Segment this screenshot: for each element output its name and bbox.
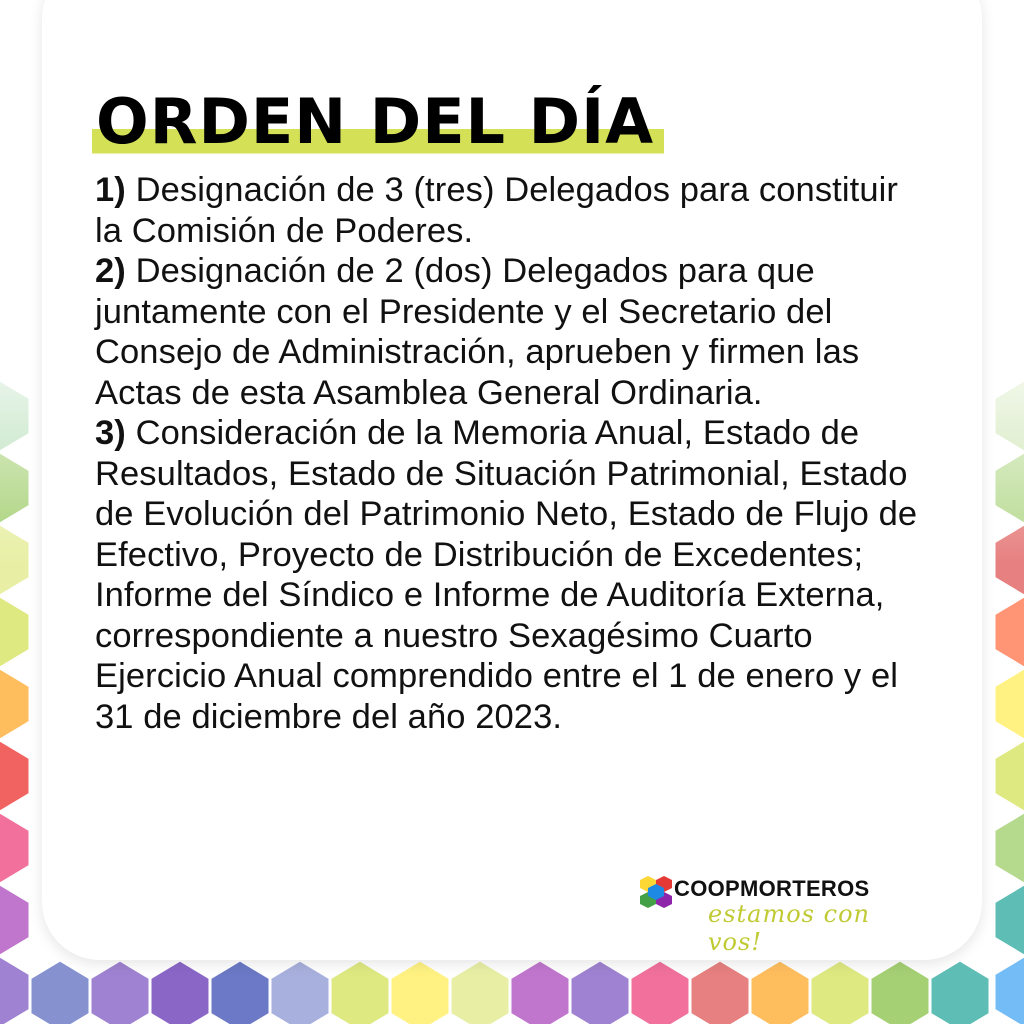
agenda-item-1 bbox=[95, 170, 925, 251]
agenda-item-text: Designación de 3 (tres) Delegados para constituir la Comisión de Poderes. bbox=[95, 171, 898, 250]
logo-hexagon-icon bbox=[640, 874, 672, 914]
agenda-item-number: 3) bbox=[95, 414, 126, 452]
title-highlight: ORDEN DEL DÍA bbox=[92, 85, 664, 158]
logo-brand-name: COOPMORTEROS bbox=[674, 876, 870, 901]
agenda-list bbox=[95, 170, 925, 737]
coopmorteros-logo bbox=[640, 872, 930, 956]
agenda-item-number: 2) bbox=[95, 252, 126, 290]
agenda-item-number: 1) bbox=[95, 171, 126, 209]
page-title bbox=[92, 78, 664, 166]
agenda-item-text: Designación de 2 (dos) Delegados para que juntamente con el Presidente y el Secretario del Consejo de Administración, aprueben y firmen las Actas de esta Asamblea General Ordinaria. bbox=[95, 252, 860, 412]
agenda-item-2 bbox=[95, 251, 925, 413]
logo-tagline: estamos con vos! bbox=[708, 900, 870, 956]
agenda-item-3 bbox=[95, 413, 925, 737]
agenda-item-text: Consideración de la Memoria Anual, Estado de Resultados, Estado de Situación Patrimonial, Estado de Evolución del Patrimonio Neto, Estado de Flujo de Efectivo, Proyecto de Distribución de Excedentes; Informe del Síndico e Informe de Auditoría Externa, correspondiente a nuestro Sexagésimo Cuarto Ejercicio Anual comprendido entre el 1 de enero y el 31 de diciembre del año 2023. bbox=[95, 414, 918, 736]
